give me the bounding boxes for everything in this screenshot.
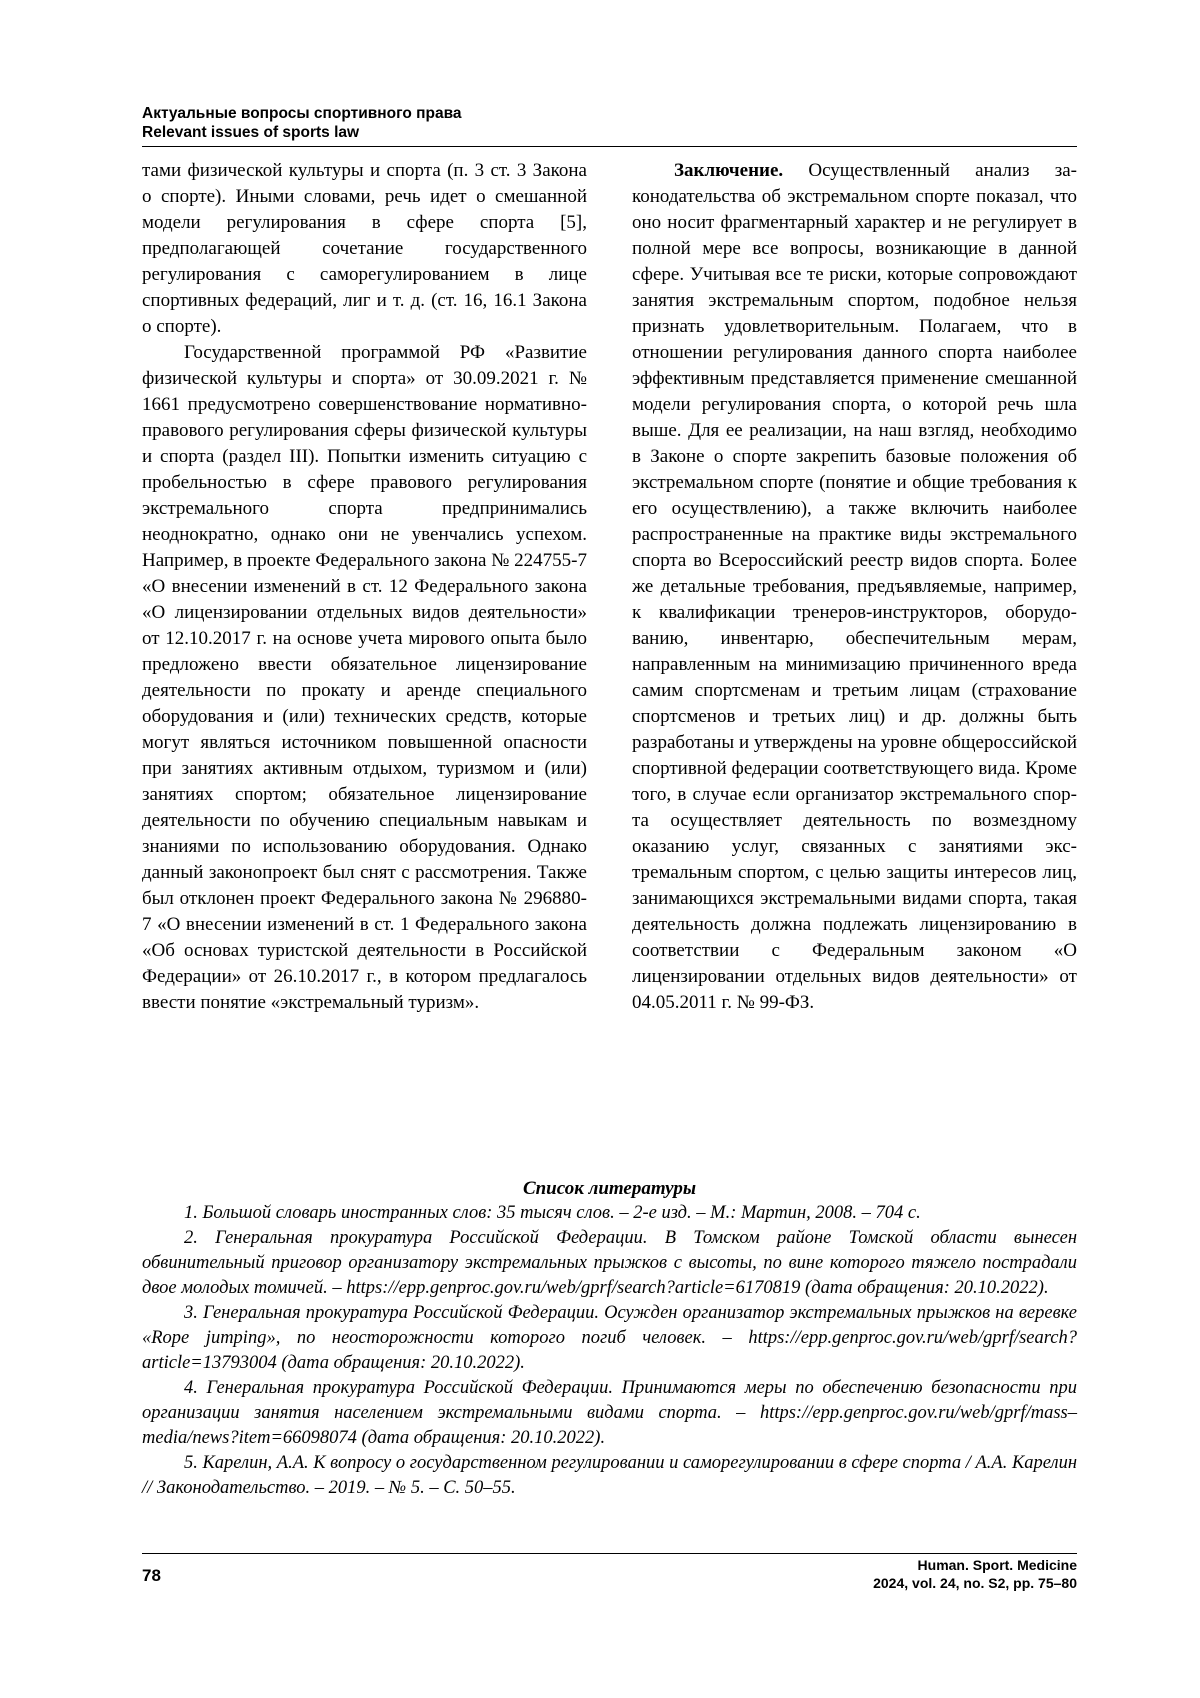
journal-name: Human. Sport. Medicine [917,1557,1077,1573]
page-number: 78 [142,1566,161,1585]
right-column [632,158,1077,1016]
left-paragraph-1: тами физической культуры и спорта (п. 3 ст. 3 Закона о спорте). Иными словами, речь идет о смешанной модели регулирования в сфере спорта [5], предполагающей сочетание государственного регулирования с саморегулированием в лице спортивных федераций, лиг и т. д. (ст. 16, 16.1 Закона о спорте). [142,160,587,337]
document-page [142,0,1077,1698]
journal-issue: 2024, vol. 24, no. S2, pp. 75–80 [873,1575,1077,1591]
left-paragraph-2: Государственной программой РФ «Развитие физической культуры и спорта» от 30.09.2021 г. № 1661 предусмотрено совершенствование нормативно-правового регулирования сферы физической культуры и спорта (раздел III). Попытки изменить ситуацию с пробельностью в сфере правового регулирования экстремального спорта предпринимались неоднократно, однако они не увенчались успехом. Например, в проекте Федерального закона № 224755-7 «О внесении изменений в ст. 12 Федерального закона «О лицензировании отдельных видов деятельности» от 12.10.2017 г. на основе учета мирового опыта было предложено ввести обязательное лицензирование деятельности по прокату и аренде специального оборудования и (или) технических средств, которые могут являться источником повышенной опасности при занятиях активным отдыхом, туризмом и (или) занятиях спортом; обязательное лицензирование деятельности по обучению специальным навыкам и знаниями по использованию оборудования. Однако данный законопроект был снят с рассмотрения. Также был отклонен проект Федерального закона № 296880-7 «О внесении изменений в ст. 1 Федерального закона «Об основах туристской деятельности в Российской Федерации» от 26.10.2017 г., в котором предлагалось ввести понятие «экстремальный туризм». [142,342,587,1013]
references-title: Список литературы [522,1178,697,1199]
reference-item: 3. Генеральная прокуратура Российской Федерации. Осужден организатор экстремальных прыжков на веревке «Rope jumping», по неосторожности которого погиб человек. – https://epp.genproc.gov.ru/web/gprf/search?article=13793004 (дата обращения: 20.10.2022). [142,1303,1077,1373]
reference-item: 5. Карелин, А.А. К вопросу о государственном регулировании и саморегулировании в сфере спорта / А.А. Карелин // Законодательство. – 2019. – № 5. – С. 50–55. [142,1453,1077,1498]
reference-item: 1. Большой словарь иностранных слов: 35 тысяч слов. – 2-е изд. – М.: Мартин, 2008. – 704 с. [184,1203,921,1223]
journal-info [873,1556,1077,1592]
section-title-en: Relevant issues of sports law [142,124,360,141]
reference-item: 4. Генеральная прокуратура Российской Федерации. Принимаются меры по обеспечению безопасности при организации занятия населением экстремальными видами спорта. – https://epp.genproc.gov.ru/web/gprf/mass–media/news?item=66098074 (дата обращения: 20.10.2022). [142,1378,1077,1448]
section-title-ru: Актуальные вопросы спортивного права [142,105,462,122]
conclusion-paragraph [632,158,1077,1016]
conclusion-lead: Заключение. [674,160,784,181]
footer-rule [142,1553,1077,1554]
conclusion-text: Осуществленный анализ законодательства об экстремальном спорте показал, что оно носит фрагментарный характер и не регулирует в полной мере все вопросы, возникающие в данной сфере. Учитывая все те риски, которые сопровождают занятия экстремальным спортом, подобное нельзя признать удовлетворительным. Полагаем, что в отношении регулирования данного спорта наиболее эффективным представляется применение смешанной модели регулирования спорта, о которой речь шла выше. Для ее реализации, на наш взгляд, необходимо в Законе о спорте закрепить базовые положения об экстремальном спорте (понятие и общие требования к его осуществлению), а также включить наиболее распространенные на практике виды экстремального спорта во Всероссийский реестр видов спорта. Более же детальные требования, предъявляемые, например, к квалификации тренеров-инструкторов, оборудованию, инвентарю, обеспечительным мерам, направленным на минимизацию причиненного вреда самим спортсменам и третьим лицам (страхование спортсменов и третьих лиц) и др. должны быть разработаны и утверждены на уровне общероссийской спортивной федерации соответствующего вида. Кроме того, в случае если организатор экстремального спорта осуществляет деятельность по возмездному оказанию услуг, связанных с занятиями экстремальным спортом, с целью защиты интересов лиц, занимающихся экстремальными видами спорта, такая деятельность должна подлежать лицензированию в соответствии с Федеральным законом «О лицензировании отдельных видов деятельности» от 04.05.2011 г. № 99-ФЗ. [632,160,1077,1013]
references-section [142,1176,1077,1501]
body-columns [142,158,1077,1016]
header-rule [142,146,1077,147]
left-column [142,158,587,1016]
running-header [142,104,1077,142]
reference-item: 2. Генеральная прокуратура Российской Федерации. В Томском районе Томской области вынесен обвинительный приговор организатору экстремальных прыжков с высоты, по вине которого тяжело пострадали двое молодых томичей. – https://epp.genproc.gov.ru/web/gprf/search?article=6170819 (дата обращения: 20.10.2022). [142,1228,1077,1298]
